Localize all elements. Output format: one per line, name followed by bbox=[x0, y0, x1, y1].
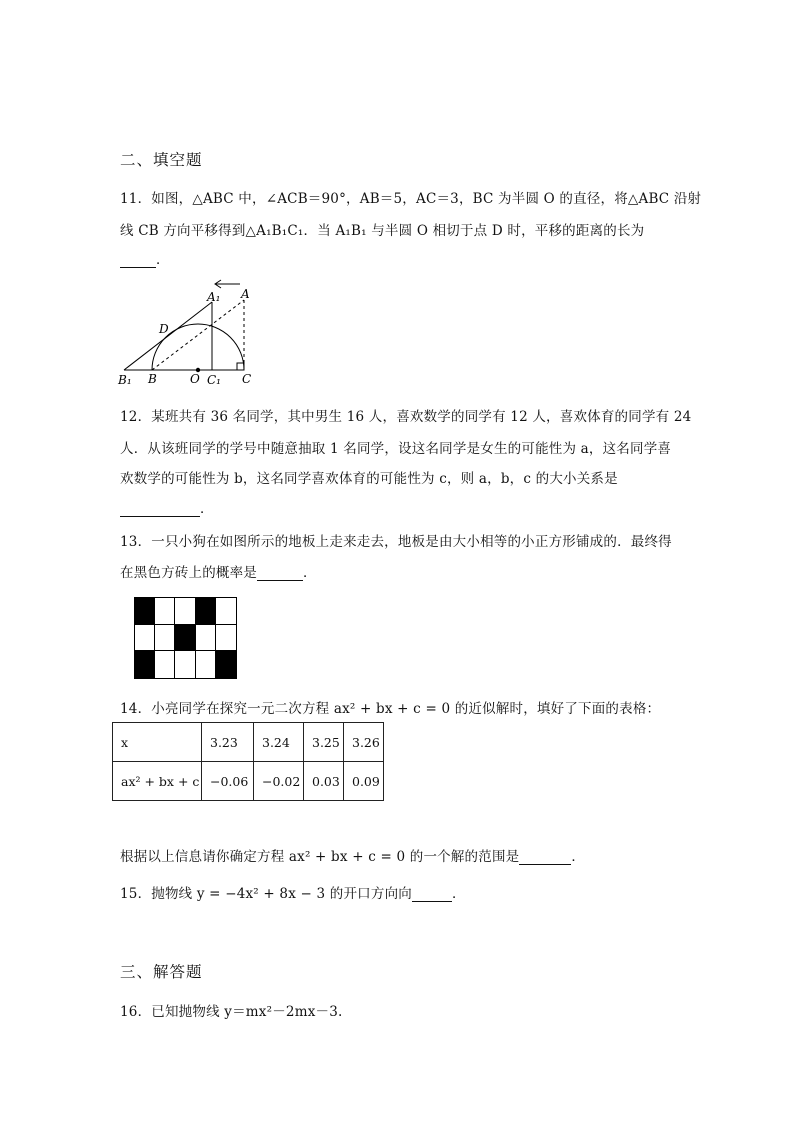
label-d: D bbox=[159, 322, 169, 336]
black-tile bbox=[175, 625, 195, 652]
black-tile bbox=[135, 651, 155, 678]
black-tile bbox=[196, 598, 216, 625]
white-tile bbox=[155, 598, 175, 625]
label-b1: B₁ bbox=[118, 373, 132, 387]
table-cell: 3.26 bbox=[344, 723, 384, 762]
floor-tile-grid bbox=[134, 597, 237, 679]
white-tile bbox=[175, 598, 195, 625]
q13-line-1: 13．一只小狗在如图所示的地板上走来走去，地板是由大小相等的小正方形铺成的．最终得 bbox=[120, 534, 672, 550]
label-a: A bbox=[241, 287, 250, 301]
q12-line-4 bbox=[120, 497, 214, 517]
q12-answer-blank[interactable] bbox=[120, 502, 200, 517]
table-cell: 3.24 bbox=[254, 723, 304, 762]
right-angle-mark bbox=[237, 363, 244, 370]
label-b: B bbox=[148, 372, 157, 386]
table-cell: 3.25 bbox=[304, 723, 344, 762]
q14-value-table bbox=[112, 722, 384, 801]
q13-line-2-text: 在黑色方砖上的概率是 bbox=[120, 565, 257, 581]
q15-text: 15．抛物线 y = −4x² + 8x − 3 的开口方向向 bbox=[120, 886, 412, 902]
q11-line-3-suffix: ． bbox=[156, 252, 170, 268]
white-tile bbox=[216, 625, 236, 652]
q12-line-2: 人．从该班同学的学号中随意抽取 1 名同学，设这名同学是女生的可能性为 a，这名同学喜 bbox=[120, 441, 672, 457]
q11-geometry-figure bbox=[112, 274, 272, 392]
label-c: C bbox=[242, 372, 252, 386]
q15-line bbox=[120, 882, 466, 902]
q13-answer-blank[interactable] bbox=[257, 566, 303, 581]
q14-line-2 bbox=[120, 845, 585, 865]
q15-answer-blank[interactable] bbox=[412, 887, 452, 902]
table-row bbox=[113, 723, 384, 762]
section-heading-fill-in: 二、填空题 bbox=[120, 151, 203, 169]
section-heading-answer: 三、解答题 bbox=[120, 963, 203, 981]
table-cell: ax² + bx + c bbox=[113, 762, 202, 801]
white-tile bbox=[135, 625, 155, 652]
white-tile bbox=[155, 625, 175, 652]
q14-line-2-suffix: ． bbox=[571, 849, 586, 865]
q14-answer-blank[interactable] bbox=[519, 850, 571, 865]
segment-a1-b1 bbox=[124, 302, 212, 370]
table-cell: −0.02 bbox=[254, 762, 304, 801]
q16-line: 16．已知抛物线 y＝mx²－2mx－3. bbox=[120, 1004, 343, 1020]
q13-line-2 bbox=[120, 561, 317, 581]
q11-line-2: 线 CB 方向平移得到△A₁B₁C₁．当 A₁B₁ 与半圆 O 相切于点 D 时，平移的距离的长为 bbox=[120, 223, 645, 239]
table-row bbox=[113, 762, 384, 801]
white-tile bbox=[155, 651, 175, 678]
q14-line-1: 14．小亮同学在探究一元二次方程 ax² + bx + c = 0 的近似解时，填好了下面的表格： bbox=[120, 701, 661, 717]
black-tile bbox=[216, 651, 236, 678]
table-cell: 0.03 bbox=[304, 762, 344, 801]
white-tile bbox=[175, 651, 195, 678]
q12-line-4-suffix: ． bbox=[200, 501, 214, 517]
q11-answer-blank[interactable] bbox=[120, 253, 156, 268]
q12-line-3: 欢数学的可能性为 b，这名同学喜欢体育的可能性为 c，则 a，b，c 的大小关系是 bbox=[120, 471, 618, 487]
label-c1: C₁ bbox=[207, 373, 221, 387]
q11-line-1: 11．如图，△ABC 中，∠ACB＝90°，AB＝5，AC＝3，BC 为半圆 O 的直径，将△ABC 沿射 bbox=[120, 191, 702, 207]
table-cell: 3.23 bbox=[202, 723, 254, 762]
table-cell: x bbox=[113, 723, 202, 762]
q12-line-1: 12．某班共有 36 名同学，其中男生 16 人，喜欢数学的同学有 12 人，喜欢体育的同学有 24 bbox=[120, 409, 692, 425]
table-cell: 0.09 bbox=[344, 762, 384, 801]
label-o: O bbox=[190, 372, 200, 386]
white-tile bbox=[216, 598, 236, 625]
table-cell: −0.06 bbox=[202, 762, 254, 801]
white-tile bbox=[196, 625, 216, 652]
label-a1: A₁ bbox=[207, 290, 221, 304]
black-tile bbox=[135, 598, 155, 625]
q15-suffix: ． bbox=[452, 886, 466, 902]
q11-line-3 bbox=[120, 248, 170, 268]
q14-line-2-text: 根据以上信息请你确定方程 ax² + bx + c = 0 的一个解的范围是 bbox=[120, 849, 520, 865]
white-tile bbox=[196, 651, 216, 678]
q13-line-2-suffix: ． bbox=[303, 565, 317, 581]
